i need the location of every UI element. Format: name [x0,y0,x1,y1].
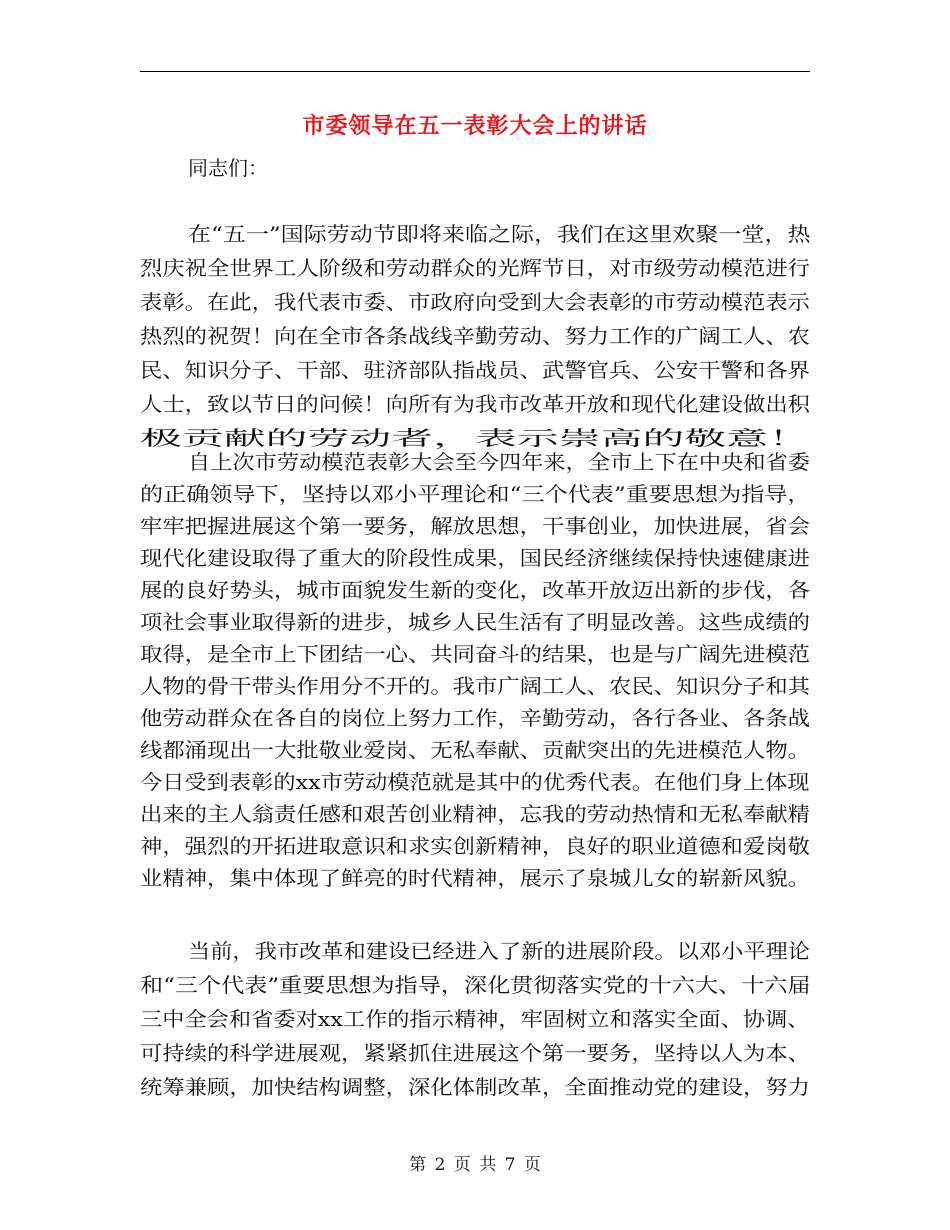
paragraph-line: 出来的主人翁责任感和艰苦创业精神，忘我的劳动热情和无私奉献精 [140,802,810,826]
paragraph-line: 线都涌现出一大批敬业爱岗、无私奉献、贡献突出的先进模范人物。 [140,738,810,762]
paragraph-line: 三中全会和省委对xx工作的指示精神，牢固树立和落实全面、协调、 [140,1007,810,1031]
page-footer: 第 2 页 共 7 页 [409,1155,541,1175]
header-rule [140,71,810,72]
paragraph-line: 牢牢把握进展这个第一要务，解放思想，干事创业，加快进展，省会 [140,514,810,538]
paragraph-line: 他劳动群众在各自的岗位上努力工作，辛勤劳动，各行各业、各条战 [140,706,810,730]
salutation: 同志们： [188,156,268,180]
paragraph-line: 在“五一”国际劳动节即将来临之际，我们在这里欢聚一堂，热 [188,222,811,246]
paragraph-line: 业精神，集中体现了鲜亮的时代精神，展示了泉城儿女的崭新风貌。 [140,866,810,890]
paragraph-line: 展的良好势头，城市面貌发生新的变化，改革开放迈出新的步伐，各 [140,578,810,602]
page-title: 市委领导在五一表彰大会上的讲话 [302,113,648,139]
paragraph-line: 人物的骨干带头作用分不开的。我市广阔工人、农民、知识分子和其 [140,674,810,698]
paragraph-line: 取得，是全市上下团结一心、共同奋斗的结果，也是与广阔先进模范 [140,642,810,666]
paragraph-line: 民、知识分子、干部、驻济部队指战员、武警官兵、公安干警和各界 [140,358,810,382]
paragraph-line: 神，强烈的开拓进取意识和求实创新精神，良好的职业道德和爱岗敬 [140,834,810,858]
paragraph-line: 热烈的祝贺！向在全市各条战线辛勤劳动、努力工作的广阔工人、农 [140,324,810,348]
paragraph-line: 现代化建设取得了重大的阶段性成果，国民经济继续保持快速健康进 [140,546,810,570]
paragraph-line: 的正确领导下，坚持以邓小平理论和“三个代表”重要思想为指导， [140,482,811,506]
paragraph-line: 人士，致以节日的问候！向所有为我市改革开放和现代化建设做出积 [140,392,810,416]
paragraph-line: 项社会事业取得新的进步，城乡人民生活有了明显改善。这些成绩的 [140,610,810,634]
paragraph-line: 自上次市劳动模范表彰大会至今四年来，全市上下在中央和省委 [188,450,810,474]
paragraph-line: 烈庆祝全世界工人阶级和劳动群众的光辉节日，对市级劳动模范进行 [140,256,810,280]
paragraph-line: 今日受到表彰的xx市劳动模范就是其中的优秀代表。在他们身上体现 [140,770,810,794]
paragraph-line: 可持续的科学进展观，紧紧抓住进展这个第一要务，坚持以人为本、 [140,1041,810,1065]
paragraph-line: 和“三个代表”重要思想为指导，深化贯彻落实党的十六大、十六届 [140,973,811,997]
paragraph-line: 当前，我市改革和建设已经进入了新的进展阶段。以邓小平理论 [188,939,810,963]
paragraph-line: 统筹兼顾，加快结构调整，深化体制改革，全面推动党的建设，努力 [140,1075,810,1099]
paragraph-line: 极贡献的劳动者，表示崇高的敬意！ [140,426,810,450]
paragraph-line: 表彰。在此，我代表市委、市政府向受到大会表彰的市劳动模范表示 [140,290,810,314]
